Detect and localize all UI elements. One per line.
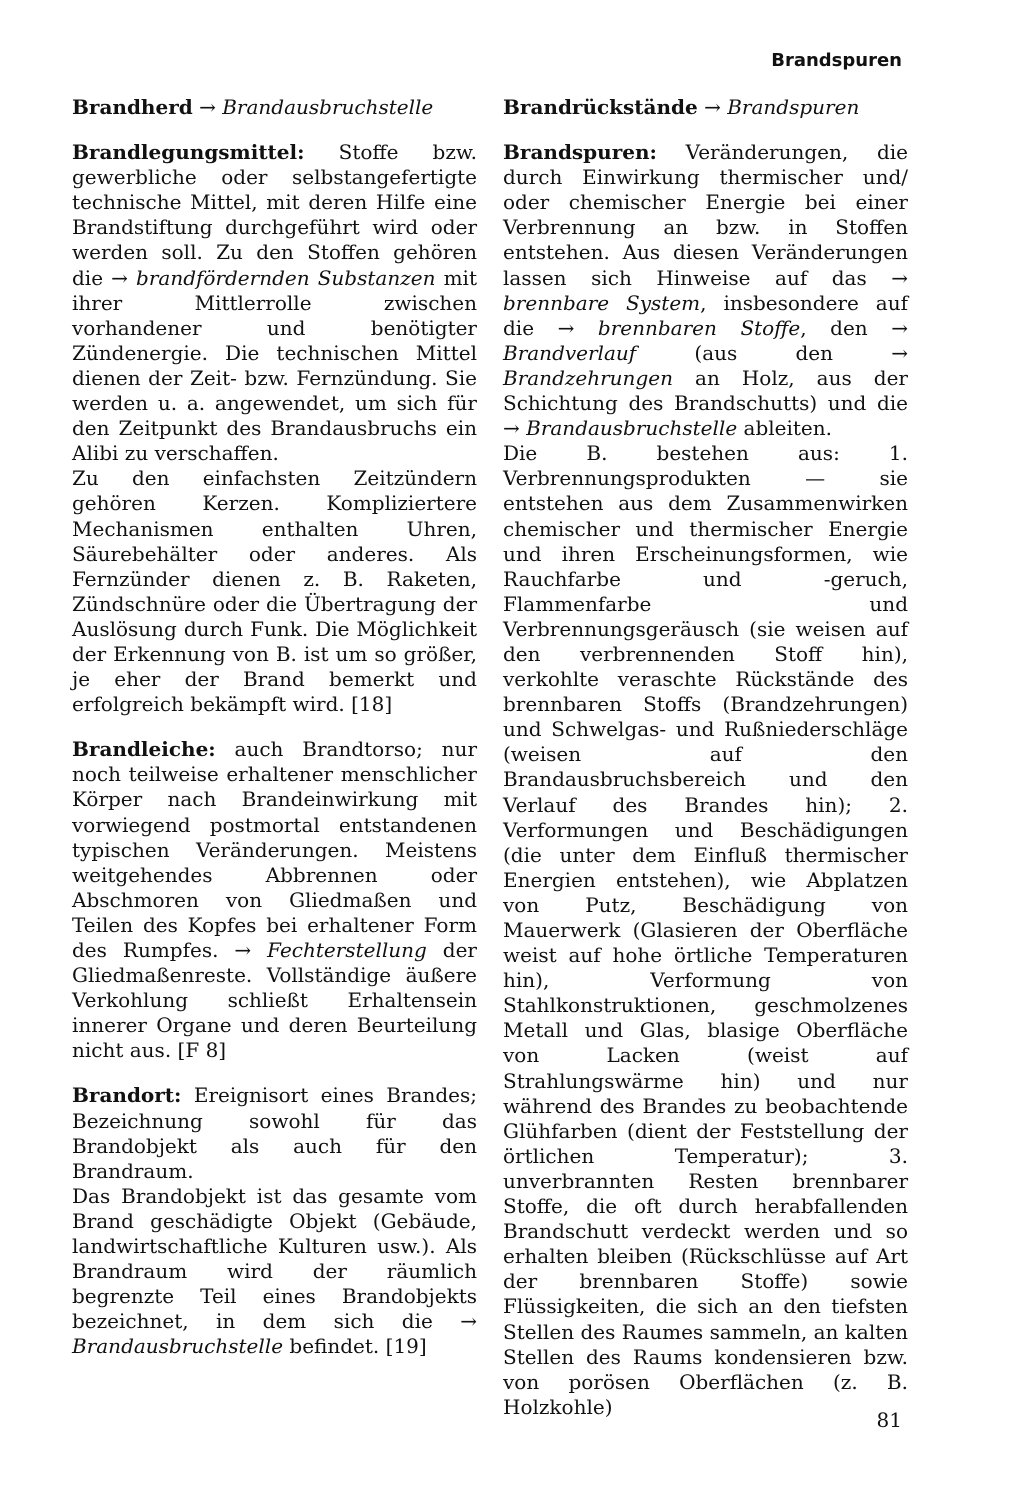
arrow-text: →: [697, 95, 728, 119]
entry-paragraph: Die B. bestehen aus: 1. Verbrennungsprodukten — sie entstehen aus dem Zusammenwirken chemischer und thermischer Energie und ihren Erscheinungsformen, wie Rauchfarbe und -geruch, Flammenfarbe und Verbrennungsgeräusch (sie weisen auf den verbrennenden Stoff hin), verkohlte veraschte Rückstände des brennbaren Stoffs (Brandzehrungen) und Schwelgas- und Rußniederschläge (weisen auf den Brandausbruchsbereich und den Verlauf des Brandes hin); 2. Verformungen und Beschädigungen (die unter dem Einfluß thermischer Energien entstehen), wie Abplatzen von Putz, Beschädigung von Mauerwerk (Glasieren der Oberfläche weist auf hohe örtliche Temperaturen hin), Verformung von Stahlkonstruktionen, geschmolzenes Metall und Glas, blasige Oberfläche von Lacken (weist auf Strahlungswärme hin) und nur während des Brandes zu beobachtende Glühfarben (dient der Feststellung der örtlichen Temperatur); 3. unverbrannten Resten brennbarer Stoffe, die oft durch herabfallenden Brandschutt verdeckt werden und so erhalten bleiben (Rückschlüsse auf Art der brennbaren Stoffe) sowie Flüssigkeiten, die sich an den tiefsten Stellen des Raumes sammeln, an kalten Stellen des Raums kondensieren bzw. von porösen Oberflächen (z. B. Holzkohle): [503, 441, 908, 1419]
entry-term: Brandort:: [72, 1083, 182, 1108]
entry-term: Brandspuren:: [503, 140, 657, 165]
cross-reference: Brandzehrungen: [503, 365, 673, 390]
entry-text: Das Brandobjekt ist das gesamte vom Brand geschädigte Objekt (Gebäude, landwirtschaftliche Kulturen usw.). Als Brandraum wird der räumlich begrenzte Teil eines Brandobjekts bezeichnet, in dem sich die →: [72, 1183, 477, 1334]
entry-text: , den →: [800, 315, 908, 340]
entry-paragraph: [72, 1184, 477, 1360]
entry-term: Brandherd: [72, 95, 193, 119]
entry-paragraph: [72, 140, 477, 466]
running-head: Brandspuren: [771, 50, 902, 71]
entry-paragraph: [503, 140, 908, 441]
cross-reference: Brandausbruchstelle: [222, 95, 434, 119]
entry-text: Stoffe bzw. gewerbliche oder selbstangefertigte technische Mittel, mit deren Hilfe eine Brandstiftung durchgeführt wird oder werden soll. Zu den Stoffen gehören die →: [72, 140, 477, 290]
page-number: 81: [876, 1408, 902, 1432]
left-column: [72, 95, 477, 1380]
cross-reference: brennbare System: [503, 290, 701, 315]
entry-text: mit ihrer Mittlerrolle zwischen vorhandener und benötigter Zündenergie. Die technischen Mittel dienen der Zeit- bzw. Fernzündung. Sie werden u. a. angewendet, um sich für den Zeitpunkt des Brandausbruchs ein Alibi zu verschaffen.: [72, 265, 477, 466]
entry-brandspuren: [503, 140, 908, 1420]
entry-text: befindet. [19]: [283, 1334, 427, 1359]
arrow-text: →: [192, 95, 223, 119]
entry-text: Veränderungen, die durch Einwirkung thermischer und/ oder chemischer Energie bei einer Verbrennung an bzw. in Stoffen entstehen. Aus diesen Veränderungen lassen sich Hinweise auf das →: [503, 140, 908, 290]
entry-term: Brandleiche:: [72, 737, 216, 762]
entry-text: (aus den →: [636, 340, 908, 365]
cross-reference: Brandausbruchstelle: [72, 1334, 284, 1359]
entry-text: der Gliedmaßenreste. Vollständige äußere Verkohlung schließt Erhaltensein innerer Organe und deren Beurteilung nicht aus. [F 8]: [72, 938, 477, 1063]
entry-term: Brandlegungsmittel:: [72, 140, 305, 165]
entry-paragraph: Zu den einfachsten Zeitzündern gehören Kerzen. Kompliziertere Mechanismen enthalten Uhren, Säurebehälter oder anderes. Als Fernzünder dienen z. B. Raketen, Zündschnüre oder die Übertragung der Auslösung durch Funk. Die Möglichkeit der Erkennung von B. ist um so größer, je eher der Brand bemerkt und erfolgreich bekämpft wird. [18]: [72, 466, 477, 717]
entry-brandherd: [72, 95, 477, 120]
entry-paragraph: [72, 95, 477, 120]
cross-reference: Brandausbruchstelle: [526, 416, 738, 441]
entry-text: an Holz, aus der Schichtung des Brandschutts) und die →: [503, 365, 908, 441]
entry-paragraph: [72, 737, 477, 1063]
entry-brandrueckstaende: [503, 95, 908, 120]
cross-reference: brandfördernden Substanzen: [136, 265, 436, 290]
entry-brandleiche: [72, 737, 477, 1063]
cross-reference: Brandverlauf: [503, 340, 637, 365]
entry-paragraph: [72, 1083, 477, 1183]
entry-text: auch Brandtorso; nur noch teilweise erhaltener menschlicher Körper nach Brandeinwirkung mit vorwiegend postmortal entstandenen typischen Veränderungen. Meistens weitgehendes Abbrennen oder Abschmoren von Gliedmaßen und Teilen des Kopfes bei erhaltener Form des Rumpfes. →: [72, 737, 477, 962]
entry-text: Ereignisort eines Brandes; Bezeichnung sowohl für das Brandobjekt als auch für den Brandraum.: [72, 1083, 477, 1183]
cross-reference: Brandspuren: [727, 95, 860, 119]
cross-reference: Fechterstellung: [267, 938, 427, 962]
entry-text: ableiten.: [737, 416, 832, 441]
entry-text: , insbesondere auf die →: [503, 290, 908, 340]
entry-brandort: [72, 1083, 477, 1359]
entry-brandlegungsmittel: [72, 140, 477, 717]
right-column: [503, 95, 908, 1440]
entry-paragraph: [503, 95, 908, 120]
cross-reference: brennbaren Stoffe: [597, 315, 801, 340]
entry-term: Brandrückstände: [503, 95, 698, 119]
